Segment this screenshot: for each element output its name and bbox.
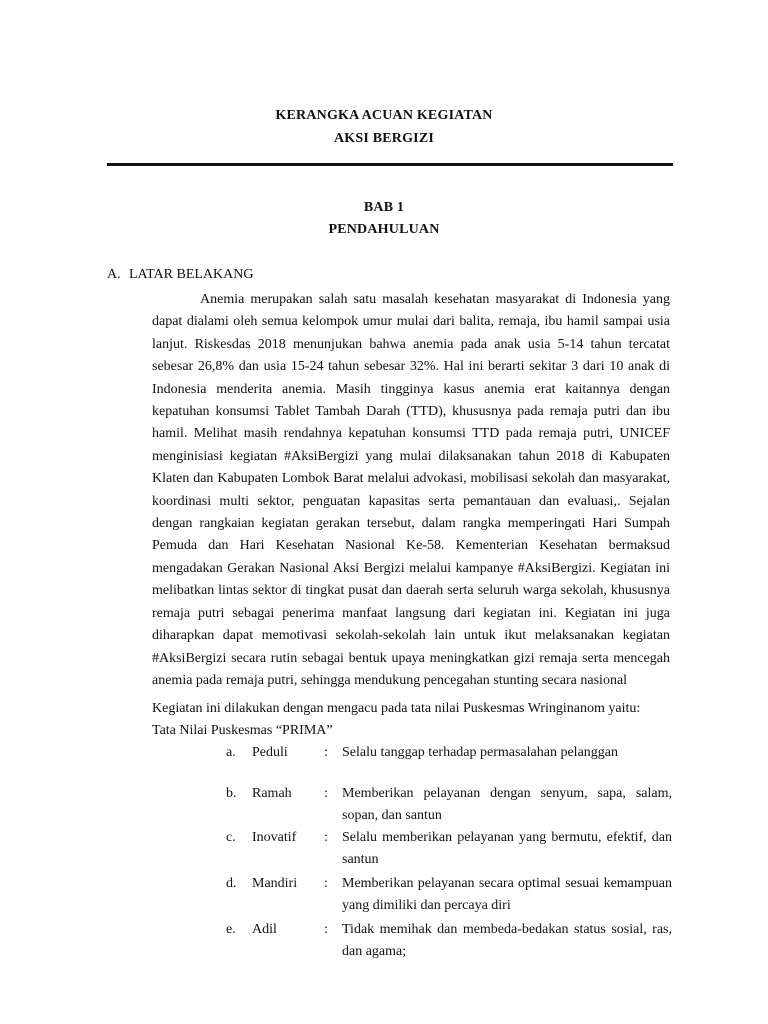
section-title: LATAR BELAKANG xyxy=(129,267,254,282)
value-description: Selalu memberikan pelayanan yang bermutu, efektif, dan santun xyxy=(342,830,672,867)
title-divider xyxy=(107,163,673,166)
value-description: Selalu tanggap terhadap permasalahan pelanggan xyxy=(342,745,618,760)
value-colon: : xyxy=(324,922,328,937)
value-name: Inovatif xyxy=(252,830,297,845)
value-description: Memberikan pelayanan secara optimal sesuai kemampuan yang dimiliki dan percaya diri xyxy=(342,876,672,913)
value-name: Ramah xyxy=(252,786,292,801)
reference-line: Kegiatan ini dilakukan dengan mengacu pada tata nilai Puskesmas Wringinanom yaitu: xyxy=(152,701,641,716)
value-name: Peduli xyxy=(252,745,288,760)
paragraph-text: Anemia merupakan salah satu masalah kesehatan masyarakat di Indonesia yang dapat dialami oleh semua kelompok umur mulai dari balita, remaja, ibu hamil sampai usia lanjut. Riskesdas 2018 menunjukan bahwa anemia pada anak usia 5-14 tahun tercatat sebesar 26,8% dan usia 15-24 tahun sebesar 32%. Hal ini berarti sekitar 3 dari 10 anak di Indonesia menderita anemia. Masih tingginya kasus anemia erat kaitannya dengan kepatuhan konsumsi Tablet Tambah Darah (TTD), khususnya pada remaja putri dan ibu hamil. Melihat masih rendahnya kepatuhan konsumsi TTD pada remaja putri, UNICEF menginisiasi kegiatan #AksiBergizi yang mulai dilaksanakan tahun 2018 di Kabupaten Klaten dan Kabupaten Lombok Barat melalui advokasi, mobilisasi sekolah dan masyarakat, koordinasi multi sektor, penguatan kapasitas serta pemantauan dan evaluasi,. Sejalan dengan rangkaian kegiatan gerakan tersebut, dalam rangka memperingati Hari Sumpah Pemuda dan Hari Kesehatan Nasional Ke-58. Kementerian Kesehatan bermaksud mengadakan Gerakan Nasional Aksi Bergizi melalui kampanye #AksiBergizi. Kegiatan ini melibatkan lintas sektor di tingkat pusat dan daerah serta seluruh warga sekolah, khususnya remaja putri sebagai penerima manfaat langsung dari kegiatan ini. Kegiatan ini juga diharapkan dapat memotivasi sekolah-sekolah lain untuk ikut melaksanakan kegiatan #AksiBergizi secara rutin sebagai bentuk upaya meningkatkan gizi remaja serta mencegah anemia pada remaja putri, sehingga mendukung pencegahan stunting secara nasional xyxy=(152,292,670,688)
document-title-line-2: AKSI BERGIZI xyxy=(333,131,435,146)
value-letter: a. xyxy=(226,745,236,760)
chapter-title: PENDAHULUAN xyxy=(328,222,440,237)
section-heading xyxy=(107,266,253,284)
document-title-line-1: KERANGKA ACUAN KEGIATAN xyxy=(275,108,493,123)
value-colon: : xyxy=(324,745,328,760)
values-heading: Tata Nilai Puskesmas “PRIMA” xyxy=(152,723,333,738)
value-colon: : xyxy=(324,786,328,801)
value-letter: e. xyxy=(226,922,236,937)
value-letter: c. xyxy=(226,830,236,845)
value-name: Adil xyxy=(252,922,277,937)
value-letter: d. xyxy=(226,876,237,891)
value-description: Memberikan pelayanan dengan senyum, sapa, salam, sopan, dan santun xyxy=(342,786,672,823)
value-name: Mandiri xyxy=(252,876,298,891)
chapter-number: BAB 1 xyxy=(363,200,405,215)
body-paragraph xyxy=(152,289,670,692)
value-description: Tidak memihak dan membeda-bedakan status sosial, ras, dan agama; xyxy=(342,922,672,959)
value-colon: : xyxy=(324,830,328,845)
value-letter: b. xyxy=(226,786,237,801)
value-colon: : xyxy=(324,876,328,891)
section-letter: A. xyxy=(107,267,121,282)
